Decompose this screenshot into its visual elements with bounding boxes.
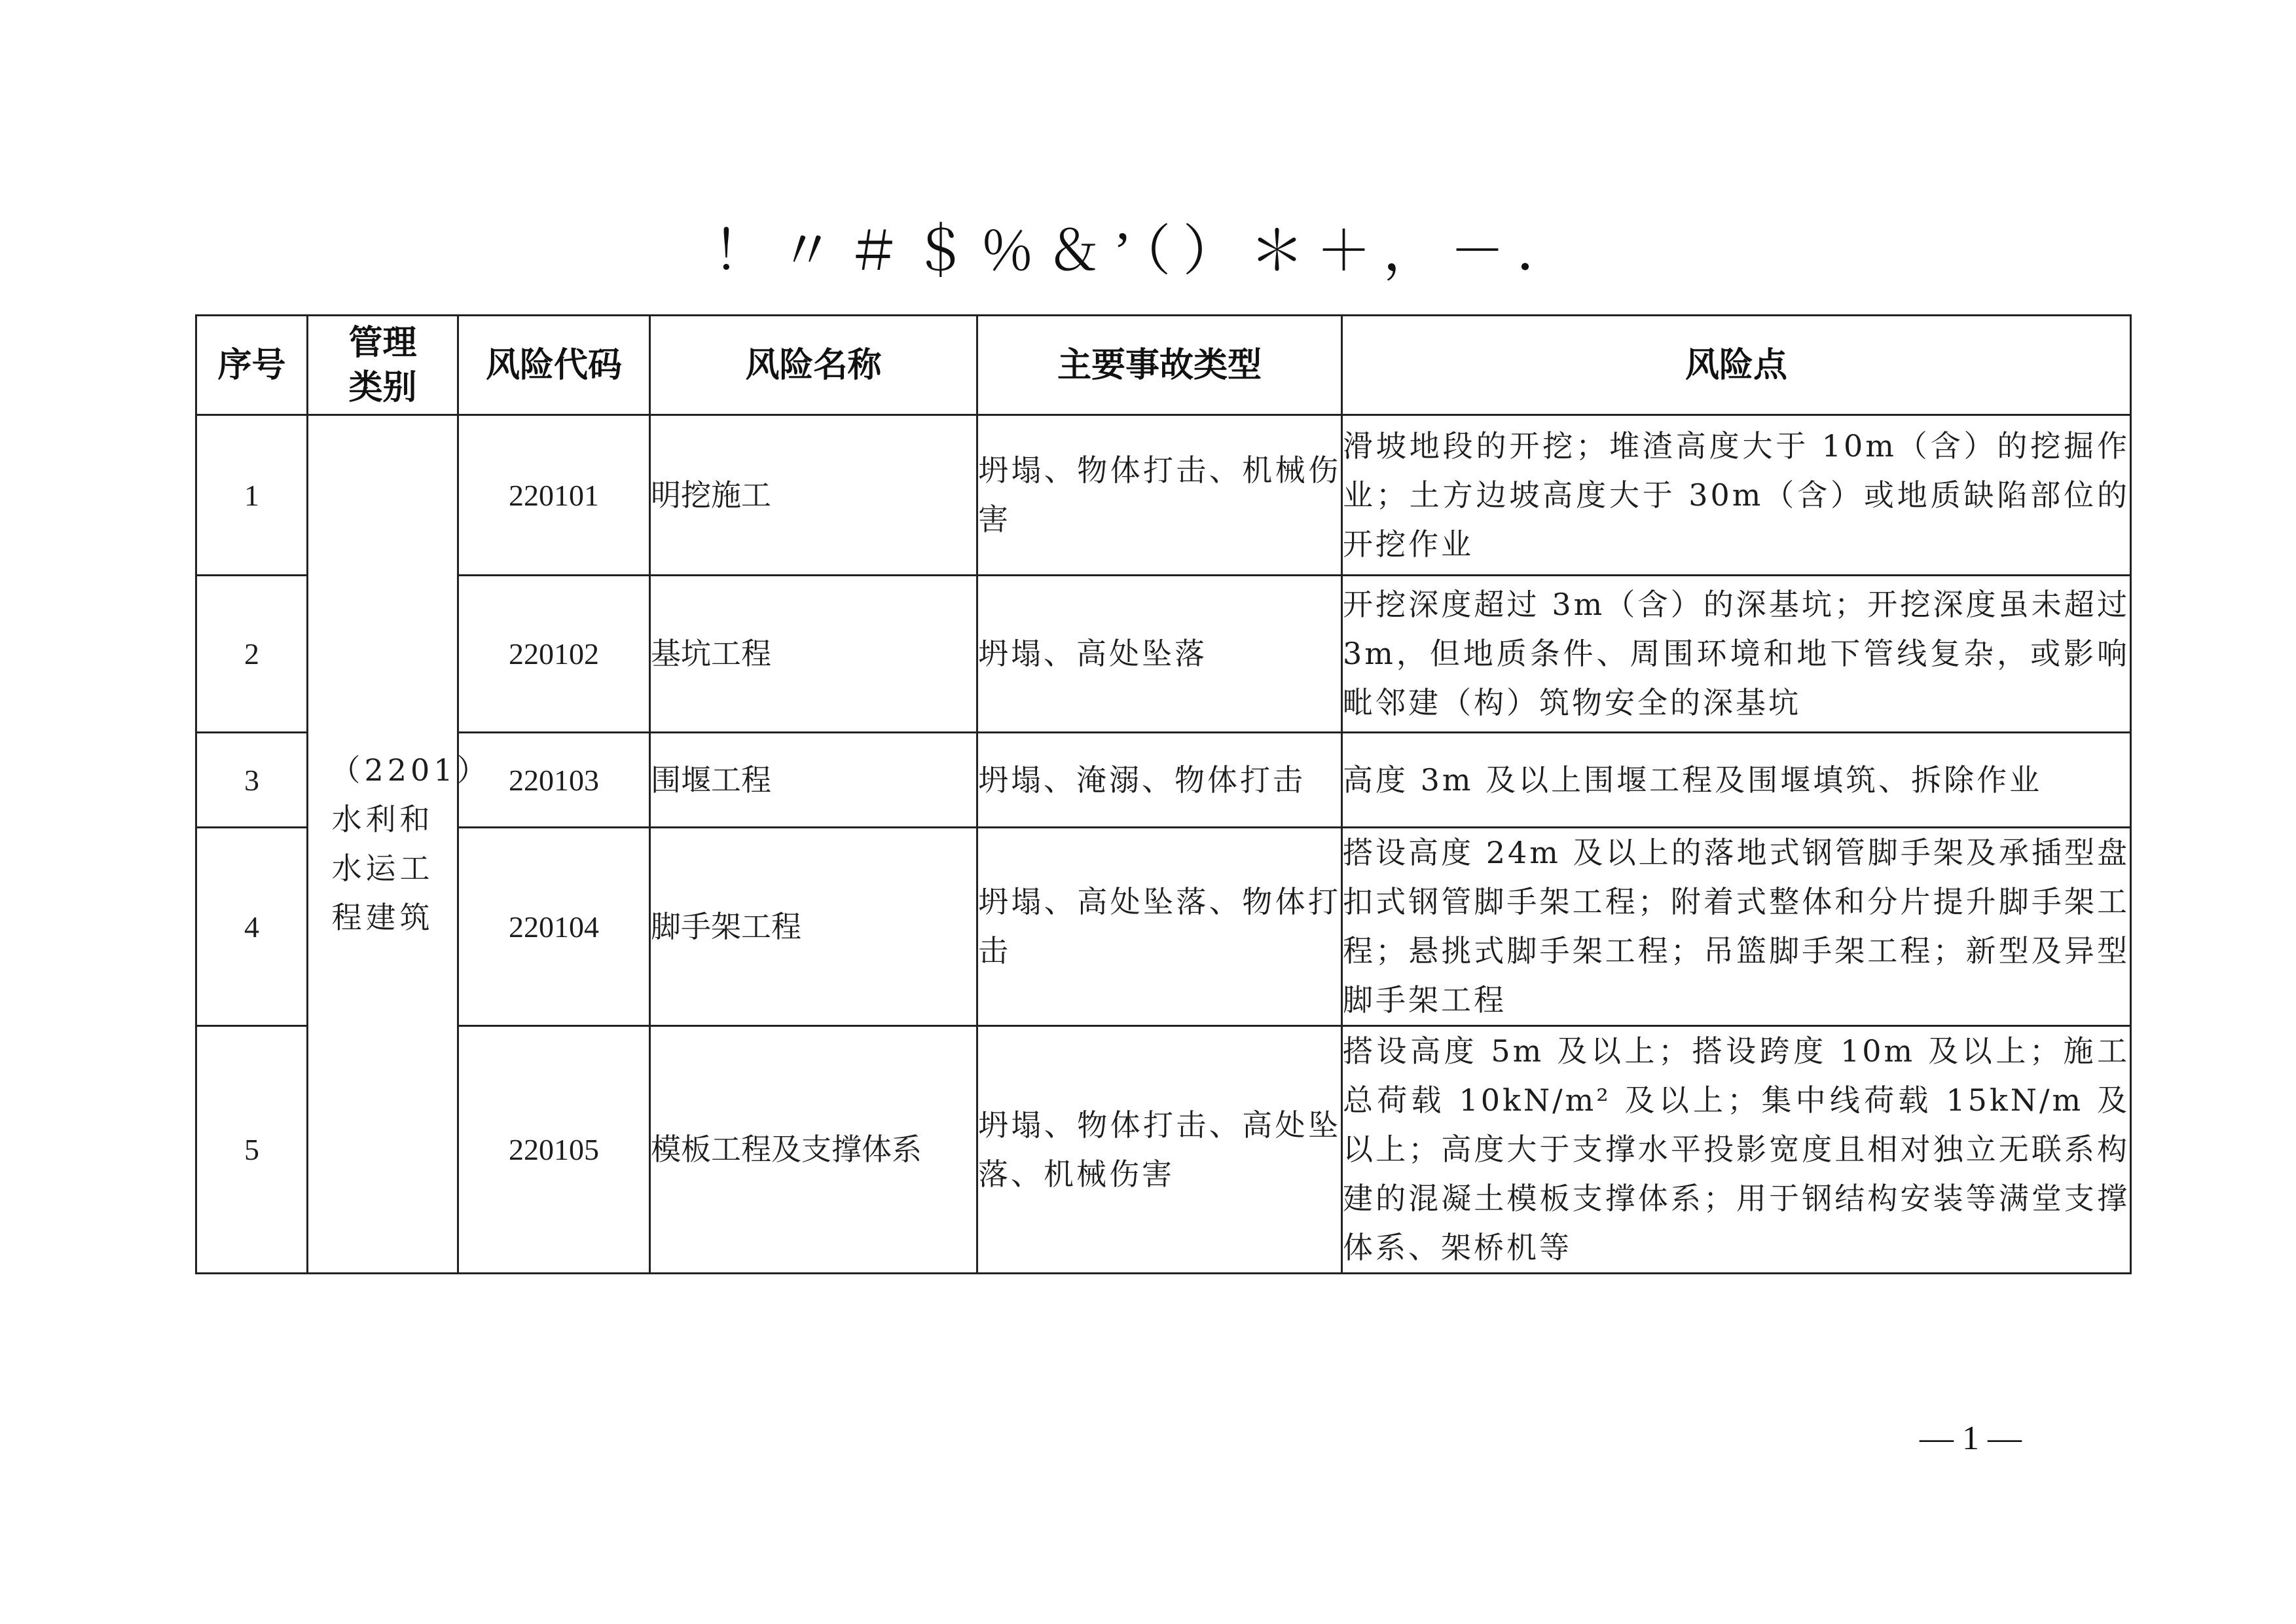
header-risk-point: 风险点 (1342, 316, 2131, 415)
cell-seq: 4 (196, 828, 308, 1026)
cell-seq: 3 (196, 733, 308, 828)
cell-risk-point: 搭设高度 5m 及以上；搭设跨度 10m 及以上；施工总荷载 10kN/m² 及以上；集中线荷载 15kN/m 及以上；高度大于支撑水平投影宽度且相对独立无联系构建的混凝土模板支撑体系；用于钢结构安装等满堂支撑体系、架桥机等 (1342, 1026, 2131, 1274)
cell-seq: 5 (196, 1026, 308, 1274)
header-seq: 序号 (196, 316, 308, 415)
header-code: 风险代码 (458, 316, 650, 415)
cell-name: 围堰工程 (650, 733, 977, 828)
cell-risk-point: 高度 3m 及以上围堰工程及围堰填筑、拆除作业 (1342, 733, 2131, 828)
table-row (196, 415, 2131, 576)
page-number: — 1 — (1920, 1420, 2022, 1457)
cell-code: 220103 (458, 733, 650, 828)
table-row (196, 828, 2131, 1026)
table-row (196, 576, 2131, 733)
cell-accident-type: 坍塌、淹溺、物体打击 (977, 733, 1342, 828)
header-accident-type: 主要事故类型 (977, 316, 1342, 415)
cell-accident-type: 坍塌、物体打击、机械伤害 (977, 415, 1342, 576)
cell-code: 220104 (458, 828, 650, 1026)
cell-accident-type: 坍塌、高处坠落 (977, 576, 1342, 733)
cell-code: 220105 (458, 1026, 650, 1274)
cell-code: 220102 (458, 576, 650, 733)
cell-seq: 2 (196, 576, 308, 733)
table-header-row (196, 316, 2131, 415)
header-category: 管理类别 (308, 316, 458, 415)
cell-risk-point: 搭设高度 24m 及以上的落地式钢管脚手架及承插型盘扣式钢管脚手架工程；附着式整体和分片提升脚手架工程；悬挑式脚手架工程；吊篮脚手架工程；新型及异型脚手架工程 (1342, 828, 2131, 1026)
risk-table (195, 314, 2132, 1274)
cell-category: （2201）水利和水运工程建筑 (308, 415, 458, 1274)
cell-name: 基坑工程 (650, 576, 977, 733)
cell-risk-point: 开挖深度超过 3m（含）的深基坑；开挖深度虽未超过 3m，但地质条件、周围环境和地下管线复杂，或影响毗邻建（构）筑物安全的深基坑 (1342, 576, 2131, 733)
cell-risk-point: 滑坡地段的开挖；堆渣高度大于 10m（含）的挖掘作业；土方边坡高度大于 30m（含）或地质缺陷部位的开挖作业 (1342, 415, 2131, 576)
cell-accident-type: 坍塌、物体打击、高处坠落、机械伤害 (977, 1026, 1342, 1274)
cell-name: 模板工程及支撑体系 (650, 1026, 977, 1274)
cell-accident-type: 坍塌、高处坠落、物体打击 (977, 828, 1342, 1026)
cell-name: 脚手架工程 (650, 828, 977, 1026)
cell-name: 明挖施工 (650, 415, 977, 576)
page-title: ！〃＃＄％＆’（）＊＋，－． (712, 221, 1584, 282)
cell-code: 220101 (458, 415, 650, 576)
cell-seq: 1 (196, 415, 308, 576)
table-row (196, 1026, 2131, 1274)
header-name: 风险名称 (650, 316, 977, 415)
